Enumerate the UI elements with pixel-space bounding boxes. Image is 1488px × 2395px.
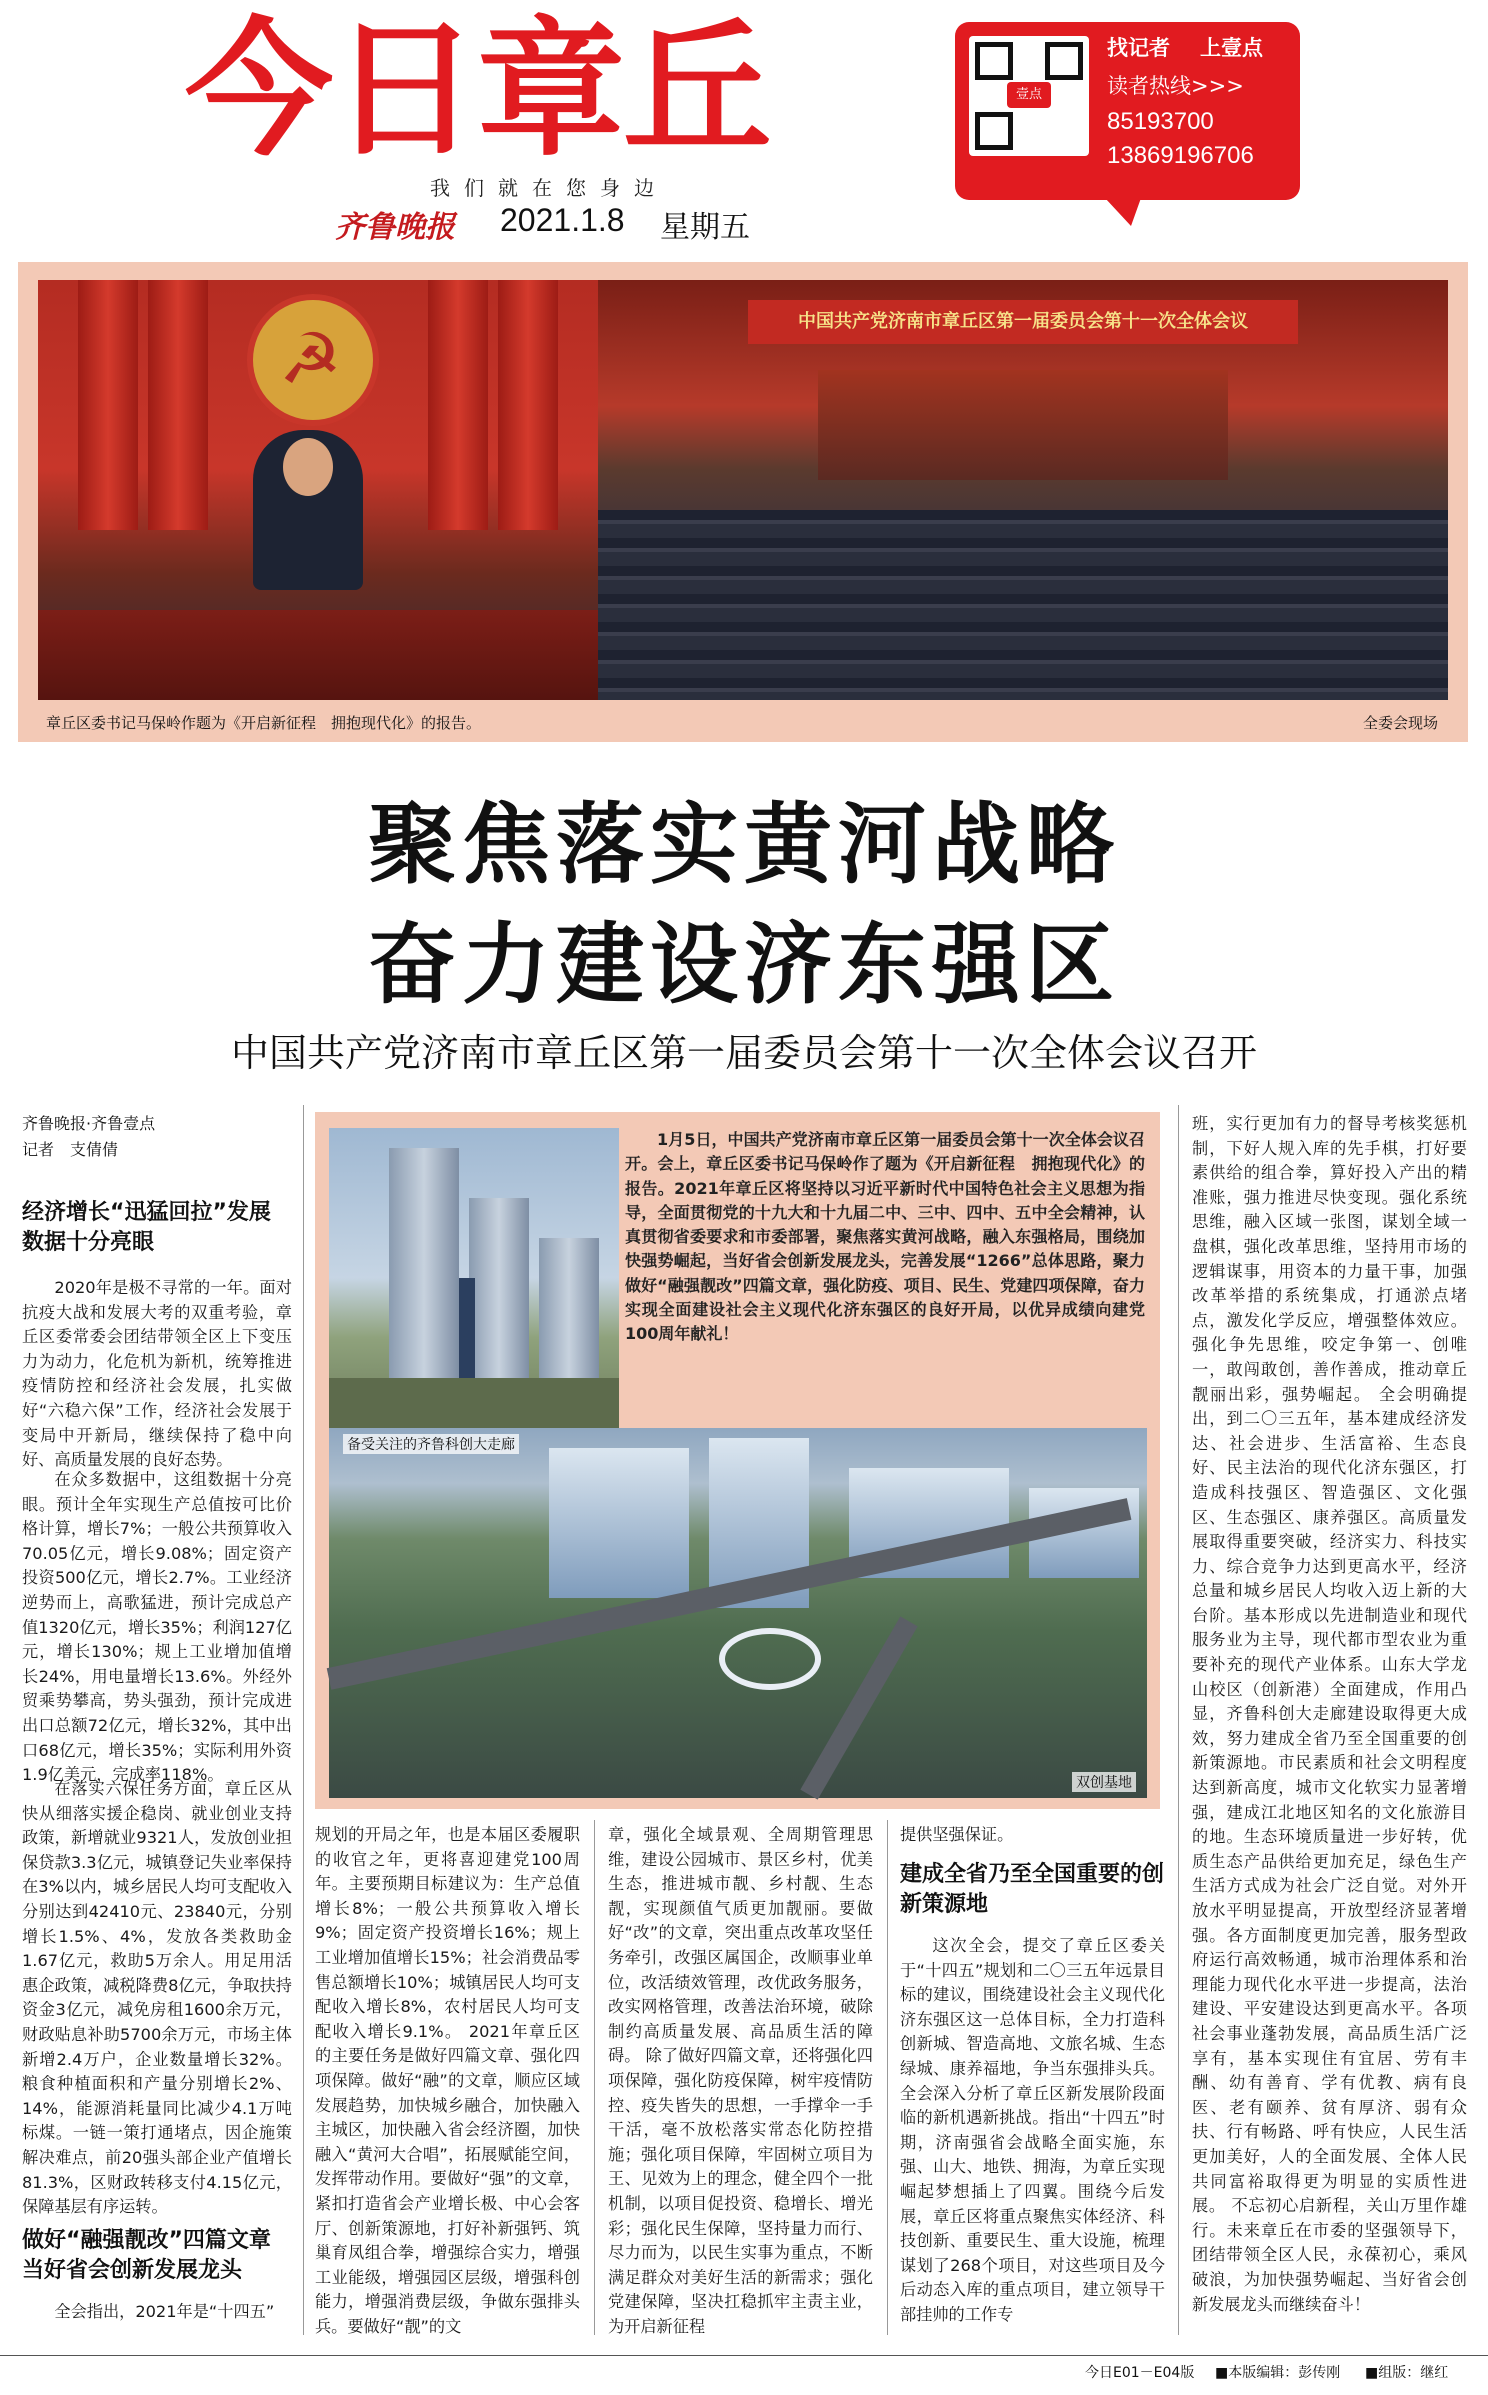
building-photo <box>329 1128 619 1428</box>
feature-box <box>315 1112 1160 1809</box>
byline-reporter: 记者 支倩倩 <box>22 1140 119 1159</box>
hall-stage <box>818 370 1228 480</box>
office-tower <box>389 1148 459 1388</box>
footer-rule <box>0 2355 1488 2356</box>
column-rule <box>887 1820 888 2335</box>
issue-weekday: 星期五 <box>660 210 750 245</box>
section-title-innovation: 建成全省乃至全国重要的创新策源地 <box>900 1862 1165 1917</box>
column-rule <box>1178 1105 1179 2335</box>
reader-hotline-box <box>955 22 1300 200</box>
issue-date: 2021.1.8 <box>500 202 625 238</box>
road <box>800 1616 917 1799</box>
hotline-phone-1: 85193700 <box>1107 108 1214 135</box>
body-paragraph: 2020年是极不寻常的一年。面对抗疫大战和发展大考的双重考验，章丘区委常委会团结带领全区上下变压力为动力，化危机为新机，统筹推进疫情防控和经济社会发展，扎实做好“六稳六保”工作，经济社会发展于变局中开新局，继续保持了稳中向好、高质量发展的良好态势。 <box>22 1278 292 1470</box>
top-photo-band <box>18 262 1468 742</box>
feature-caption-corridor: 备受关注的齐鲁科创大走廊 <box>343 1434 519 1454</box>
footer-pages: 今日E01－E04版 <box>1085 2365 1195 2381</box>
building-block <box>549 1448 689 1598</box>
section-title-four-articles: 做好“融强靓改”四篇文章当好省会创新发展龙头 <box>22 2228 271 2283</box>
column-rule <box>303 1105 304 2335</box>
qr-finder <box>975 112 1013 150</box>
qr-center-badge: 壹点 <box>1007 82 1051 108</box>
section-title-economy: 经济增长“迅猛回拉”发展数据十分亮眼 <box>22 1200 271 1255</box>
speaker-figure <box>253 430 363 590</box>
lead-paragraph: 1月5日，中国共产党济南市章丘区第一届委员会第十一次全体会议召开。会上，章丘区委书记马保岭作了题为《开启新征程 拥抱现代化》的报告。2021年章丘区将坚持以习近平新时代中国特色社会主义思想为指导，全面贯彻党的十九大和十九届二中、三中、四中、五中全会精神，认真贯彻省委要求和市委部署，聚焦落实黄河战略，融入东强格局，围绕加快强势崛起，当好省会创新发展龙头，完善发展“1266”总体思路，聚力做好“融强靓改”四篇文章，强化防疫、项目、民生、党建四项保障，奋力实现全面建设社会主义现代化济东强区的良好开局，以优异成绩向建党100周年献礼！ <box>625 1130 1145 1344</box>
right-photo-caption: 全委会现场 <box>1363 714 1439 732</box>
body-paragraph: 提供坚强保证。 <box>900 1825 1014 1844</box>
red-flag <box>148 280 208 530</box>
hall-banner: 中国共产党济南市章丘区第一届委员会第十一次全体会议 <box>748 300 1298 344</box>
qr-finder <box>975 42 1013 80</box>
footer-editor: ■本版编辑：彭传刚 <box>1215 2365 1341 2381</box>
plenary-hall-photo <box>598 280 1448 700</box>
aerial-photo <box>329 1428 1147 1798</box>
footer-layout: ■组版：继红 <box>1365 2365 1449 2381</box>
byline-source: 齐鲁晚报·齐鲁壹点 <box>22 1114 156 1133</box>
red-flag <box>78 280 138 530</box>
slogan: 我们就在您身边 <box>430 176 668 200</box>
body-paragraph: 这次全会，提交了章丘区委关于“十四五”规划和二〇三五年远景目标的建议，围绕建设社会主义现代化济东强区这一总体目标，全力打造科创新城、智造高地、文旅名城、生态绿城、康养福地，争当东强排头兵。 全会深入分析了章丘区新发展阶段面临的新机遇新挑战。指出“十四五”时期，济南强省会战略全面实施，东强、山大、地铁、拥海，为章丘实现崛起梦想插上了四翼。围绕今后发展，章丘区将重点聚焦实体经济、科技创新、重要民生、重大设施，梳理谋划了268个项目，对这些项目及今后动态入库的重点项目，建立领导干部挂帅的工作专 <box>900 1936 1165 2324</box>
hotline-label: 读者热线>>> <box>1107 74 1244 98</box>
app-name: 上壹点 <box>1200 36 1263 60</box>
feature-caption-base: 双创基地 <box>1072 1772 1136 1792</box>
body-paragraph: 规划的开局之年，也是本届区委履职的收官之年，更将喜迎建党100周年。主要预期目标建议为：生产总值增长8%；一般公共预算收入增长9%；固定资产投资增长16%；规上工业增加值增长15%；社会消费品零售总额增长10%；城镇居民人均可支配收入增长8%，农村居民人均可支配收入增长9.1%。 2021年章丘区的主要任务是做好四篇文章、强化四项保障。做好“融”的文章，顺应区域发展趋势，加快城乡融合，加快融入主城区，加快融入省会经济圈，加快融入“黄河大合唱”，拓展赋能空间，发挥带动作用。要做好“强”的文章，紧扣打造省会产业增长极、中心会客厅、创新策源地，打好补新强钙、筑巢育凤组合拳，增强综合实力，增强工业能级，增强园区层级，增强科创能力，增强消费层级，争做东强排头兵。要做好“靓”的文 <box>315 1825 580 2336</box>
body-paragraph: 全会指出，2021年是“十四五” <box>54 2302 275 2321</box>
speaker-photo <box>38 280 598 700</box>
newspaper-logo: 今日章丘 <box>185 4 769 176</box>
audience-rows <box>598 510 1448 700</box>
qr-finder <box>1045 42 1083 80</box>
ground <box>329 1378 619 1428</box>
masthead <box>0 0 1488 245</box>
partner-logo: 齐鲁晚报 <box>335 210 455 245</box>
body-paragraph: 在众多数据中，这组数据十分亮眼。预计全年实现生产总值按可比价格计算，增长7%；一般公共预算收入70.05亿元，增长9.08%；固定资产投资500亿元，增长2.7%。工业经济逆势而上，高歌猛进，预计完成总产值1320亿元，增长35%；利润127亿元，增长130%；规上工业增加值增长24%，用电量增长13.6%。外经外贸乘势攀高，势头强劲，预计完成进出口总额72亿元，增长32%，其中出口68亿元，增长35%；实际利用外资1.9亿美元，完成率118%。 <box>22 1470 292 1785</box>
podium-desk <box>38 610 598 700</box>
find-reporter-label: 找记者 <box>1107 36 1170 60</box>
red-flag <box>498 280 558 530</box>
plaza-sculpture <box>719 1628 821 1690</box>
party-emblem-icon: ☭ <box>253 300 373 420</box>
headline-line-1: 聚焦落实黄河战略 <box>367 793 1120 896</box>
office-tower <box>469 1198 529 1388</box>
body-paragraph: 班，实行更加有力的督导考核奖惩机制，下好人规入库的先手棋，打好要素供给的组合拳，算好投入产出的精准账，强力推进尽快变现。强化系统思维，融入区域一张图，谋划全域一盘棋，强化改革思维，坚持用市场的逻辑谋事，用资本的力量干事，加强改革举措的系统集成，打通淤点堵点，激发化学反应，增强整体效应。强化争先思维，咬定争第一、创唯一，敢闯敢创，善作善成，推动章丘靓丽出彩，强势崛起。 全会明确提出，到二〇三五年，基本建成经济发达、社会进步、生活富裕、生态良好、民主法治的现代化济东强区，打造成科技强区、智造强区、文化强区、生态强区、康养强区。高质量发展取得重要突破，经济实力、科技实力、综合竞争力达到更高水平，经济总量和城乡居民人均收入迈上新的大台阶。基本形成以先进制造业和现代服务业为主导，现代都市型农业为重要补充的现代产业体系。山东大学龙山校区（创新港）全面建成，作用凸显，齐鲁科创大走廊建设取得更大成效，努力建成全省乃至全国重要的创新策源地。市民素质和社会文明程度达到新高度，城市文化软实力显著增强，建成江北地区知名的文化旅游目的地。生态环境质量进一步好转，优质生态产品供给更加充足，绿色生产生活方式成为社会广泛自觉。对外开放水平明显提高，开放型经济显著增强。各方面制度更加完善，服务型政府运行高效畅通，城市治理体系和治理能力现代化水平进一步提高，法治建设、平安建设达到更高水平。各项社会事业蓬勃发展，高品质生活广泛享有，基本实现住有宜居、劳有丰酬、幼有善育、学有优教、病有良医、老有颐养、贫有厚济、弱有众扶、行有畅路、呼有快应，人民生活更加美好，人的全面发展、全体人民共同富裕取得更为明显的实质性进展。 不忘初心启新程，关山万里作雄行。未来章丘在市委的坚强领导下，团结带领全区人民，永葆初心，乘风破浪，为加快强势崛起、当好省会创新发展龙头而继续奋斗！ <box>1192 1114 1467 2314</box>
subheadline: 中国共产党济南市章丘区第一届委员会第十一次全体会议召开 <box>230 1031 1257 1075</box>
body-paragraph: 章，强化全域景观、全周期管理思维，建设公园城市、景区乡村，优美生态，推进城市靓、乡村靓、生态靓，实现颜值气质更加靓丽。要做好“改”的文章，突出重点改革攻坚任务牵引，改强区属国企，改顺事业单位，改活绩效管理，改优政务服务，改实网格管理，改善法治环境，破除制约高质量发展、高品质生活的障碍。 除了做好四篇文章，还将强化四项保障，强化防疫保障，树牢疫情防控、疫失皆失的思想，一手撑伞一手干活，毫不放松落实常态化防控措施；强化项目保障，牢固树立项目为王、见效为上的理念，健全四个一批机制，以项目促投资、稳增长、增光彩；强化民生保障，坚持量力而行、尽力而为，以民生实事为重点，不断满足群众对美好生活的新需求；强化党建保障，坚决扛稳抓牢主责主业，为开启新征程 <box>608 1825 873 2336</box>
column-rule <box>594 1820 595 2335</box>
qr-code <box>969 36 1089 156</box>
office-tower <box>539 1238 599 1388</box>
body-paragraph: 在落实六保任务方面，章丘区从快从细落实援企稳岗、就业创业支持政策，新增就业9321人，发放创业担保贷款3.3亿元，城镇登记失业率保持在3%以内，城乡居民人均可支配收入分别达到42410元、23840元，分别增长1.5%、4%，发放各类救助金1.67亿元，救助5万余人。用足用活惠企政策，减税降费8亿元，争取扶持资金3亿元，减免房租1600余万元，财政贴息补助5700余万元，市场主体新增2.4万户，企业数量增长32%。粮食种植面积和产量分别增长2%、14%，能源消耗量同比减少4.1万吨标煤。一链一策打通堵点，因企施策解决难点，前20强头部企业产值增长81.3%，区财政转移支付4.15亿元，保障基层有序运转。 <box>22 1779 292 2217</box>
headline-line-2: 奋力建设济东强区 <box>367 913 1120 1016</box>
hotline-phone-2: 13869196706 <box>1107 142 1254 169</box>
red-flag <box>428 280 488 530</box>
left-photo-caption: 章丘区委书记马保岭作题为《开启新征程 拥抱现代化》的报告。 <box>46 714 482 732</box>
